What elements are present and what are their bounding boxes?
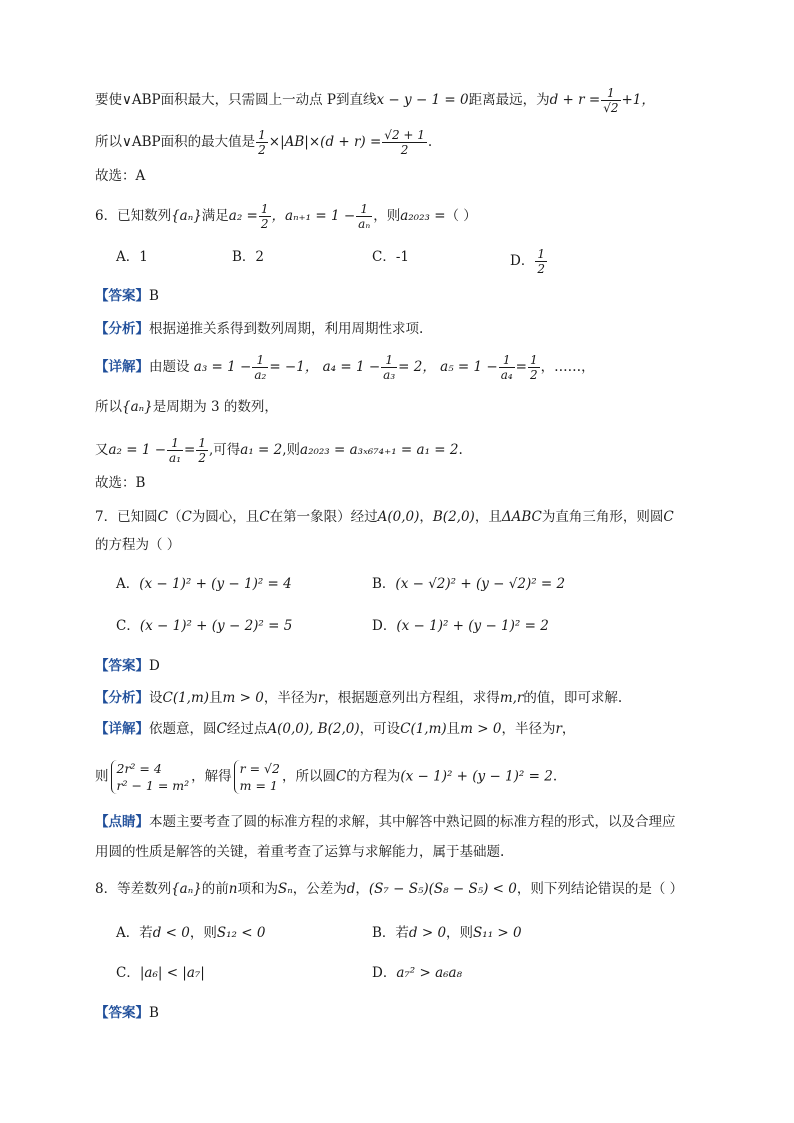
math: =	[184, 442, 196, 458]
math: {aₙ}	[171, 881, 202, 897]
text: 的值，即可求解.	[523, 690, 623, 706]
math: d	[346, 881, 356, 897]
denominator: a₁	[169, 451, 182, 465]
q6-answer	[95, 286, 734, 306]
text: 7．已知圆	[95, 509, 158, 525]
numerator: 1	[381, 353, 397, 368]
text: C．	[116, 965, 140, 981]
equation: r = √2	[239, 761, 280, 776]
q8-option-a	[116, 923, 265, 943]
math: Sₙ	[278, 881, 293, 897]
denominator: aₙ	[358, 217, 371, 231]
math: (x − 1)² + (y − 1)² = 2	[396, 618, 549, 634]
q7-system-line	[95, 760, 734, 794]
q6-option-a: A．1	[116, 249, 148, 265]
math: C	[157, 509, 168, 525]
fraction	[535, 247, 547, 276]
text: B	[149, 1005, 159, 1021]
text: 为直角三角形，则圆	[541, 509, 664, 525]
text: 要使∨ABP面积最大，只需圆上一动点 P到直线	[95, 92, 377, 108]
detail-tag: 【详解】	[95, 359, 149, 375]
math: C	[181, 509, 192, 525]
q6-option-d	[510, 247, 548, 276]
text: ，公差为	[292, 881, 347, 897]
numerator: 1	[529, 353, 538, 367]
math: C(1,m)	[162, 690, 210, 706]
math: S₁₂ < 0	[216, 925, 266, 941]
text: B．	[372, 576, 396, 592]
math: (x − 1)² + (y − 2)² = 5	[139, 618, 293, 634]
q6-detail	[95, 353, 734, 382]
text: D．	[372, 965, 397, 981]
text: ,则	[282, 442, 301, 458]
q7-comment-line-1	[95, 812, 734, 832]
q6-period	[95, 397, 734, 417]
math: m,r	[499, 690, 524, 706]
denominator: 2	[529, 368, 538, 382]
math: {aₙ}	[122, 399, 153, 415]
fraction	[528, 353, 540, 382]
text: C．	[116, 618, 140, 634]
q8-answer	[95, 1003, 734, 1023]
analysis-tag: 【分析】	[95, 321, 149, 337]
numerator: √2 + 1	[384, 128, 425, 142]
text: .	[427, 134, 433, 150]
text: 满足	[201, 208, 229, 224]
text: 经过点	[226, 721, 268, 737]
math: C	[216, 721, 227, 737]
fraction	[256, 128, 268, 157]
text: ，所以圆	[281, 768, 336, 785]
math: S₁₁ > 0	[473, 925, 522, 941]
math: a₄ = 1 −	[322, 359, 381, 375]
text: A．若	[116, 925, 153, 941]
text: （	[167, 509, 182, 525]
text: 由题设	[149, 359, 190, 375]
analysis-tag: 【分析】	[95, 690, 149, 706]
text: 则	[95, 768, 109, 785]
equation: r² − 1 = m²	[116, 778, 190, 793]
math: |a₆| < |a₇|	[139, 965, 205, 981]
math: m > 0	[222, 690, 264, 706]
math: a₃ = 1 −	[193, 359, 252, 375]
math: r	[555, 721, 562, 737]
q6-conclusion	[95, 436, 734, 465]
detail-tag: 【详解】	[95, 721, 149, 737]
fraction	[382, 128, 427, 157]
equation-system	[111, 760, 190, 794]
text: 距离最远，为	[468, 92, 550, 108]
answer-tag: 【答案】	[95, 1005, 149, 1021]
q8-option-d	[372, 963, 462, 983]
numerator: 1	[601, 86, 620, 101]
denominator: a₃	[383, 368, 396, 382]
math: B(2,0)	[432, 509, 475, 525]
numerator: 1	[252, 353, 268, 368]
text: ，则	[189, 925, 217, 941]
text: 所以	[95, 399, 122, 415]
text: ，则	[373, 208, 401, 224]
fraction	[167, 436, 183, 465]
math: (x − 1)² + (y − 1)² = 2	[400, 768, 553, 785]
math: a₂₀₂₃ = a₃ₓ₆₇₄₊₁ = a₁ = 2	[300, 442, 459, 458]
math: ×|AB|×(d + r) =	[268, 134, 382, 150]
text: 6．已知数列	[95, 208, 172, 224]
text: ,可得	[208, 442, 241, 458]
equation: m = 1	[239, 778, 278, 793]
q6-answer-line: 故选：B	[95, 475, 146, 491]
q6-option-b: B．2	[232, 249, 265, 265]
text: B．若	[372, 925, 409, 941]
q8-stem	[95, 879, 734, 899]
denominator: 2	[258, 143, 266, 157]
fraction	[196, 436, 208, 465]
text: 设	[149, 690, 163, 706]
q5-answer-line: 故选：A	[95, 168, 146, 184]
fraction	[381, 353, 397, 382]
text: 本题主要考查了圆的标准方程的求解，其中解答中熟记圆的标准方程的形式，以及合理应	[149, 814, 676, 830]
q6-stem	[95, 202, 734, 231]
fraction	[499, 353, 515, 382]
equation: 2r² = 4	[116, 761, 162, 776]
q6-option-c: C．-1	[372, 249, 409, 265]
answer-tag: 【答案】	[95, 288, 149, 304]
denominator: 2	[198, 451, 206, 465]
q7-stem-line-1	[95, 507, 734, 527]
text: 的前	[201, 881, 229, 897]
numerator: 1	[260, 202, 269, 216]
text: ，则下列结论错误的是（ ）	[516, 881, 684, 897]
text: 为圆心，且	[191, 509, 260, 525]
text: ，……，	[540, 359, 595, 375]
text: 且	[209, 690, 223, 706]
numerator: 1	[258, 128, 266, 142]
math: n	[228, 881, 238, 897]
q5-solution-line-1	[95, 86, 734, 115]
text: 8．等差数列	[95, 881, 172, 897]
q7-option-c	[116, 616, 292, 636]
denominator: 2	[260, 217, 269, 231]
numerator: 1	[499, 353, 515, 368]
text: 所以∨ABP面积的最大值是	[95, 134, 256, 150]
math: a₁ = 2	[240, 442, 283, 458]
solution-system	[234, 760, 280, 794]
math: C(1,m)	[400, 721, 447, 737]
math: C	[335, 768, 347, 785]
q8-option-c	[116, 963, 205, 983]
math: A(0,0)	[377, 509, 420, 525]
q6-analysis	[95, 319, 734, 339]
math: ΔABC	[501, 509, 542, 525]
q8-option-b	[372, 923, 522, 943]
math: (x − √2)² + (y − √2)² = 2	[395, 576, 566, 592]
q7-option-d	[372, 616, 549, 636]
math: d < 0	[152, 925, 190, 941]
fraction	[252, 353, 268, 382]
math: = 2，	[398, 359, 436, 375]
math: A(0,0), B(2,0)	[267, 721, 360, 737]
text: ，半径为	[263, 690, 318, 706]
text: ，可设	[359, 721, 401, 737]
answer-tag: 【答案】	[95, 658, 149, 674]
text: D．	[372, 618, 397, 634]
math: (S₇ − S₅)(S₈ − S₅) < 0	[368, 881, 517, 897]
math: =	[515, 359, 527, 375]
q5-solution-line-2	[95, 128, 734, 157]
math: {aₙ}	[171, 208, 202, 224]
fraction	[356, 202, 372, 231]
math: r	[317, 690, 325, 706]
q7-comment-line-2: 用圆的性质是解答的关键，着重考查了运算与求解能力，属于基础题.	[95, 844, 505, 860]
text: （ ）	[445, 208, 477, 224]
numerator: 1	[537, 247, 545, 261]
math: a₇² > a₆a₈	[396, 965, 463, 981]
text: D．	[510, 253, 535, 269]
q7-option-a	[116, 574, 292, 594]
text: .	[552, 768, 558, 785]
math: a₂ = 1 −	[108, 442, 167, 458]
denominator: a₂	[254, 368, 267, 382]
numerator: 1	[167, 436, 183, 451]
fraction	[259, 202, 271, 231]
text: 又	[95, 442, 109, 458]
numerator: 1	[198, 436, 206, 450]
line-equation: x − y − 1 = 0	[376, 92, 469, 108]
text: ，	[419, 509, 433, 525]
text: 项和为	[237, 881, 278, 897]
math: (x − 1)² + (y − 1)² = 4	[139, 576, 292, 592]
math: d + r =	[549, 92, 601, 108]
q7-detail	[95, 719, 734, 739]
text: ，	[355, 881, 369, 897]
text: 依题意，圆	[149, 721, 217, 737]
math: C	[663, 509, 674, 525]
text: ，则	[446, 925, 474, 941]
math: +1，	[621, 92, 655, 108]
text: A．	[116, 576, 140, 592]
math: a₅ = 1 −	[440, 359, 498, 375]
text: ，	[561, 721, 576, 737]
text: 且	[446, 721, 461, 737]
q7-stem-line-2: 的方程为（ ）	[95, 537, 181, 553]
math: m > 0	[460, 721, 502, 737]
text: 是周期为 3 的数列，	[152, 399, 278, 415]
text: 根据递推关系得到数列周期，利用周期性求项.	[149, 321, 424, 337]
text: ，根据题意列出方程组，求得	[324, 690, 500, 706]
q7-answer	[95, 656, 734, 676]
text: B	[149, 288, 159, 304]
fraction	[601, 86, 620, 115]
denominator: √2	[603, 101, 619, 115]
text: ，且	[474, 509, 502, 525]
text: ，解得	[191, 768, 232, 785]
text: .	[458, 442, 463, 458]
denominator: a₄	[500, 368, 513, 382]
math: d > 0	[408, 925, 447, 941]
text: ，半径为	[501, 721, 556, 737]
text: D	[149, 658, 160, 674]
comment-tag: 【点睛】	[95, 814, 149, 830]
numerator: 1	[356, 202, 372, 217]
math: = −1，	[269, 359, 319, 375]
text: 在第一象限）经过	[269, 509, 378, 525]
text: 的方程为	[346, 768, 401, 785]
math: a₂₀₂₃ =	[400, 208, 446, 224]
math: ，aₙ₊₁ = 1 −	[271, 208, 356, 224]
q7-analysis	[95, 688, 734, 708]
math: C	[259, 509, 270, 525]
denominator: 2	[400, 143, 409, 157]
math: a₂ =	[228, 208, 258, 224]
q7-option-b	[372, 574, 565, 594]
denominator: 2	[537, 262, 545, 276]
